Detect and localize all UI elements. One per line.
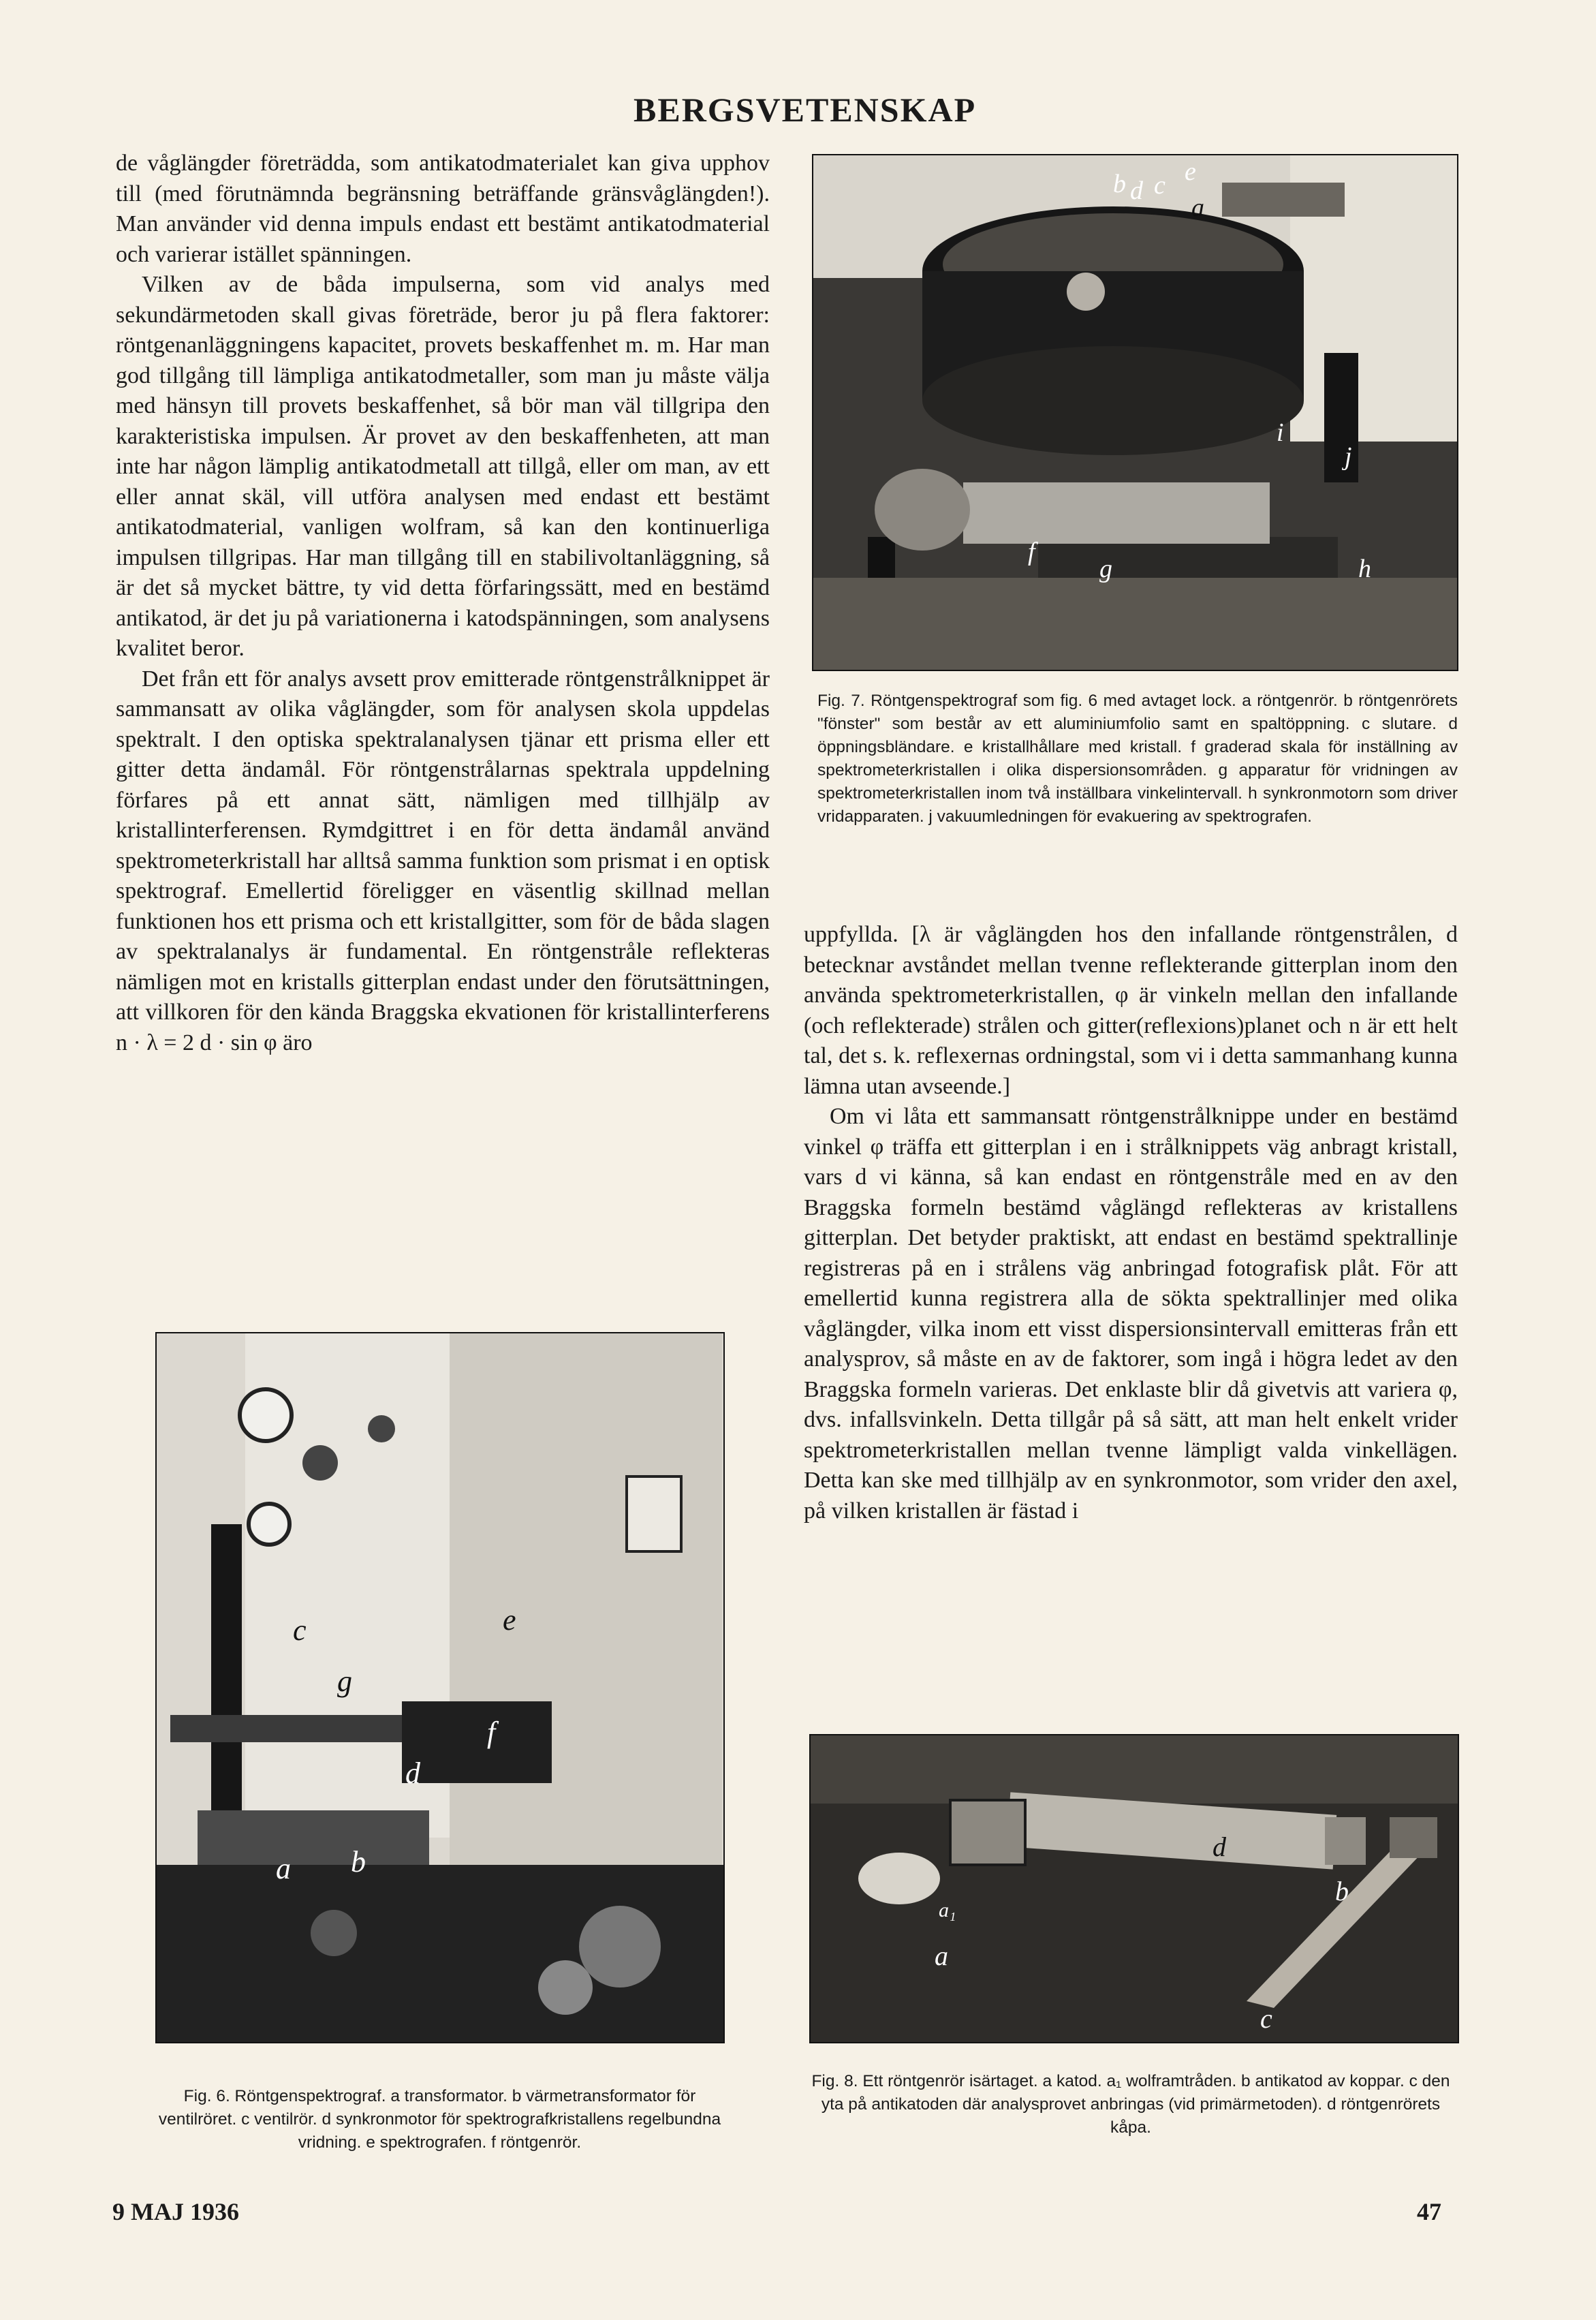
figure-8-label: a (935, 1940, 948, 1971)
figure-6-label: c (293, 1613, 307, 1647)
page-number: 47 (1417, 2198, 1441, 2225)
figure-7-label: b (1113, 170, 1126, 198)
figure-7-label: g (1099, 555, 1112, 583)
figure-8-label: c (1260, 2003, 1272, 2034)
paragraph: Om vi låta ett sammansatt röntgenstrålknippe under en bestämd vinkel φ träffa ett gitterplan i en i strålknippets väg anbragt kristall, vars d vi känna, så kan endast en röntgenstråle med en av den Braggska formeln bestämd våglängd reflekteras av kristallens gitterplan. Det betyder praktiskt, att endast en bestämd spektrallinje registreras på en i strålens väg anbringad fotografisk plåt. För att emellertid kunna registrera alla de sökta spektrallinjer med olika våglängder, vilka inom ett visst dispersionsintervall emitteras från ett analysprov, så måste en av de faktorer, som ingå i högra ledet av den Braggska formeln varieras. Det enklaste blir då givetvis att variera φ, dvs. infallsvinkeln. Detta tillgår på så sätt, att man helt enkelt vrider spektrometerkristallen mellan tvenne lämpligt valda vinkellägen. Detta kan ske med tillhjälp av en synkronmotor, som vrider den axel, på vilken kristallen är fästad i (804, 1104, 1458, 1524)
left-text-column (116, 149, 770, 1058)
figure-8-label: d (1212, 1831, 1226, 1862)
figure-6-label: e (503, 1603, 516, 1637)
figure-8-photo (809, 1734, 1459, 2043)
figure-7-caption: Fig. 7. Röntgenspektrograf som fig. 6 med avtaget lock. a röntgenrör. b röntgenrörets "fönster" som består av ett aluminiumfolio samt en spaltöppning. c slutare. d öppningsbländare. e kristallhållare med kristall. f graderad skala för inställning av spektrometerkristallen i olika dispersionsområden. g apparatur för vridningen av spektrometerkristallen inom två inställbara vinkelintervall. h synkronmotorn som driver vridapparaten. j vakuumledningen för evakuering av spektrografen. (817, 692, 1458, 826)
figure-6-label: d (405, 1757, 420, 1790)
paragraph: Vilken av de båda impulserna, som vid analys med sekundärmetoden skall givas företräde, beror ju på flera faktorer: röntgenanläggningens kapacitet, provets beskaffenhet m. m. Har man god tillgång till lämpliga antikatodmetaller, som man ju måste välja med hänsyn till provets beskaffenhet, så bör man väl tillgripa den karakteristiska impulsen. Är provet av den beskaffenheten, att man inte har någon lämplig antikatodmetall att tillgå, eller om man, av ett eller annat skäl, vill utföra analysen med endast ett bestämt antikatodmaterial, vanligen wolfram, så kan den kontinuerliga impulsen tillgripas. Har man tillgång till en stabilivoltanläggning, så är det så mycket bättre, ty vid detta förfaringssätt, med en bestämd antikatod, är det ju på variationerna i katodspänningen, som analysens kvalitet beror. (116, 272, 770, 661)
figure-8-label: b (1335, 1876, 1349, 1906)
figure-6-caption: Fig. 6. Röntgenspektrograf. a transformator. b värmetransformator för ventilröret. c ventilrör. d synkronmotor för spektrografkristallens regelbundna vridning. e spektrografen. f röntgenrör. (158, 2087, 721, 2152)
figure-7-label: i (1277, 418, 1284, 447)
figure-6-photo (155, 1332, 725, 2043)
figure-6-label: f (487, 1716, 496, 1749)
page-header-title: BERGSVETENSKAP (633, 91, 977, 129)
issue-date: 9 MAJ 1936 (112, 2198, 239, 2225)
figure-7-label: c (1154, 171, 1165, 200)
paragraph: de våglängder företrädda, som antikatodmaterialet kan giva upphov till (med förutnämnda begränsning beträffande gränsvåglängden!). Man använder vid denna impuls endast ett bestämt antikatodmaterial och varierar istället spänningen. (116, 151, 770, 267)
figure-6-label: g (337, 1665, 352, 1698)
figure-7-label: a (1191, 194, 1204, 222)
figure-7-label: f (1028, 538, 1035, 566)
figure-7-label: h (1358, 555, 1371, 583)
figure-6-label: b (351, 1845, 366, 1878)
figure-7-photo (812, 154, 1458, 671)
paragraph: uppfyllda. [λ är våglängden hos den infallande röntgenstrålen, d betecknar avståndet mellan tvenne reflekterande gitterplan inom den använda spektrometerkristallen, φ är vinkeln mellan den infallande (och reflekterade) strålen och gitter(reflexions)planet och n är ett helt tal, det s. k. reflexernas ordningstal, som vi i detta sammanhang kunna lämna utan avseende.] (804, 922, 1458, 1099)
figure-7-label: j (1345, 442, 1352, 471)
figure-7-label: d (1130, 176, 1143, 205)
figure-8-caption: Fig. 8. Ett röntgenrör isärtaget. a katod. a₁ wolframtråden. b antikatod av koppar. c den yta på antikatoden där analysprovet anbringas (vid primärmetoden). d röntgenrörets kåpa. (811, 2072, 1450, 2137)
right-text-column (804, 920, 1458, 1526)
figure-7-label: e (1185, 157, 1196, 186)
figure-6-label: a (276, 1852, 291, 1885)
figure-8-label: a₁ (939, 1899, 956, 1921)
paragraph: Det från ett för analys avsett prov emitterade röntgenstrålknippet är sammansatt av olika våglängder, som för analysen skola uppdelas spektralt. I den optiska spektralanalysen tjänar ett prisma eller ett gitter detta ändamål. För röntgenstrålarnas spektrala uppdelning förfares på ett annat sätt, nämligen med tillhjälp av kristallinterferensen. Rymdgittret i en för detta ändamål använd spektrometerkristall har alltså samma funktion som prismat i en optisk spektrograf. Emellertid föreligger en väsentlig skillnad mellan funktionen hos ett prisma och ett kristallgitter, som för de båda slagen av spektralanalys är fundamental. En röntgenstråle reflekteras nämligen mot en kristalls gitterplan endast under den förutsättningen, att villkoren för den kända Braggska ekvationen för kristallinterferens n · λ = 2 d · sin φ äro (116, 666, 770, 1055)
